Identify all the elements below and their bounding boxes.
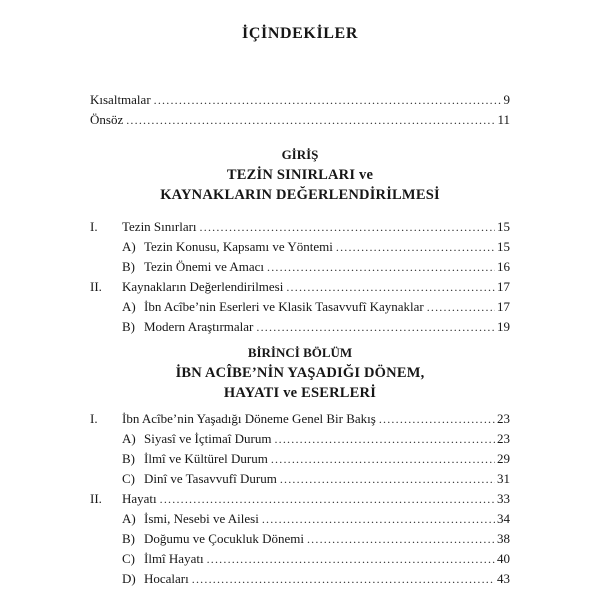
toc-entry-page: 43 <box>497 571 510 586</box>
dot-leader <box>256 317 495 337</box>
toc-entry-page: 9 <box>503 92 510 107</box>
front-matter-list <box>90 90 510 130</box>
dot-leader <box>262 509 495 529</box>
toc-entry-marker: I. <box>90 411 98 426</box>
toc-entry-label: Tezin Konusu, Kapsamı ve Yöntemi <box>144 239 333 254</box>
toc-entry-page: 29 <box>497 451 510 466</box>
dot-leader <box>207 549 495 569</box>
dot-leader <box>154 90 502 110</box>
toc-entry-marker: B) <box>122 259 135 274</box>
toc-entry <box>90 549 510 569</box>
dot-leader <box>126 110 495 130</box>
toc-entry <box>90 409 510 429</box>
toc-entry-marker: A) <box>122 511 136 526</box>
dot-leader <box>336 237 495 257</box>
toc-entry-label: Doğumu ve Çocukluk Dönemi <box>144 531 304 546</box>
toc-entry <box>90 237 510 257</box>
toc-entry <box>90 489 510 509</box>
toc-entry-label: İlmî ve Kültürel Durum <box>144 451 268 466</box>
toc-entry-marker: C) <box>122 471 135 486</box>
toc-entry-page: 38 <box>497 531 510 546</box>
toc-entry-label: Siyasî ve İçtimaî Durum <box>144 431 272 446</box>
toc-entry-marker: I. <box>90 219 98 234</box>
dot-leader <box>286 277 495 297</box>
toc-entry <box>90 297 510 317</box>
toc-entry-marker: II. <box>90 491 102 506</box>
toc-entry <box>90 569 510 589</box>
toc-entry-page: 16 <box>497 259 510 274</box>
toc-entry-page: 15 <box>497 239 510 254</box>
toc-entry <box>90 449 510 469</box>
section-kicker: BİRİNCİ BÖLÜM <box>247 345 353 360</box>
toc-entry-marker: A) <box>122 299 136 314</box>
dot-leader <box>200 217 495 237</box>
dot-leader <box>192 569 495 589</box>
dot-leader <box>379 409 495 429</box>
toc-entry-page: 17 <box>497 279 510 294</box>
page-title: İÇİNDEKİLER <box>242 25 358 42</box>
dot-leader <box>271 449 495 469</box>
toc-entry-label: Hayatı <box>122 491 157 506</box>
toc-entry <box>90 217 510 237</box>
toc-entry-label: Kısaltmalar <box>90 92 151 107</box>
toc-entry-label: İbn Acîbe’nin Yaşadığı Döneme Genel Bir Bakış <box>122 411 376 426</box>
dot-leader <box>160 489 495 509</box>
toc-entry-marker: B) <box>122 531 135 546</box>
toc-entry-label: Kaynakların Değerlendirilmesi <box>122 279 284 294</box>
section-heading <box>90 343 510 403</box>
toc-entry-label: Hocaları <box>144 571 189 586</box>
toc-entry-page: 31 <box>497 471 510 486</box>
toc-entry-page: 19 <box>497 319 510 334</box>
toc-entry-marker: A) <box>122 431 136 446</box>
toc-entry-page: 34 <box>497 511 510 526</box>
toc-entry-marker: D) <box>122 571 136 586</box>
dot-leader <box>427 297 495 317</box>
section-title-line: İBN ACÎBE’NİN YAŞADIĞI DÖNEM, <box>175 365 425 381</box>
toc-entry-label: Tezin Önemi ve Amacı <box>144 259 265 274</box>
toc-entry-page: 15 <box>497 219 510 234</box>
toc-entry <box>90 317 510 337</box>
section-title-line: KAYNAKLARIN DEĞERLENDİRİLMESİ <box>160 187 440 203</box>
section-heading <box>90 145 510 205</box>
toc-entry-marker: B) <box>122 319 135 334</box>
toc-entry-page: 23 <box>497 431 510 446</box>
toc-entry <box>90 90 510 110</box>
toc-entry-label: İbn Acîbe’nin Eserleri ve Klasik Tasavvufî Kaynaklar <box>144 299 424 314</box>
toc-entry-label: İsmi, Nesebi ve Ailesi <box>144 511 259 526</box>
dot-leader <box>307 529 495 549</box>
toc-entry <box>90 110 510 130</box>
toc-entry-marker: A) <box>122 239 136 254</box>
toc-entry-page: 40 <box>497 551 510 566</box>
toc-entry-marker: C) <box>122 551 135 566</box>
toc-entry-page: 11 <box>497 112 510 127</box>
toc-entry <box>90 429 510 449</box>
section-title-line: HAYATI ve ESERLERİ <box>223 385 377 401</box>
toc-entry-marker: II. <box>90 279 102 294</box>
section-title-line: TEZİN SINIRLARI ve <box>226 167 374 183</box>
toc-entry <box>90 469 510 489</box>
toc-entry-page: 33 <box>497 491 510 506</box>
toc-entry <box>90 529 510 549</box>
toc-entry-page: 23 <box>497 411 510 426</box>
dot-leader <box>267 257 495 277</box>
toc-entry <box>90 509 510 529</box>
toc-entry-label: Önsöz <box>90 112 124 127</box>
toc-entry-page: 17 <box>497 299 510 314</box>
toc-entry-marker: B) <box>122 451 135 466</box>
toc-section-birinci-bolum <box>90 343 510 589</box>
toc-entry-label: Modern Araştırmalar <box>144 319 254 334</box>
toc-entry <box>90 257 510 277</box>
dot-leader <box>280 469 495 489</box>
toc-entry-label: Dinî ve Tasavvufî Durum <box>144 471 277 486</box>
toc-section-giris <box>90 145 510 337</box>
toc-entry-label: İlmî Hayatı <box>144 551 204 566</box>
toc-entry <box>90 277 510 297</box>
dot-leader <box>274 429 495 449</box>
section-kicker: GİRİŞ <box>281 147 319 162</box>
toc-entry-label: Tezin Sınırları <box>122 219 197 234</box>
